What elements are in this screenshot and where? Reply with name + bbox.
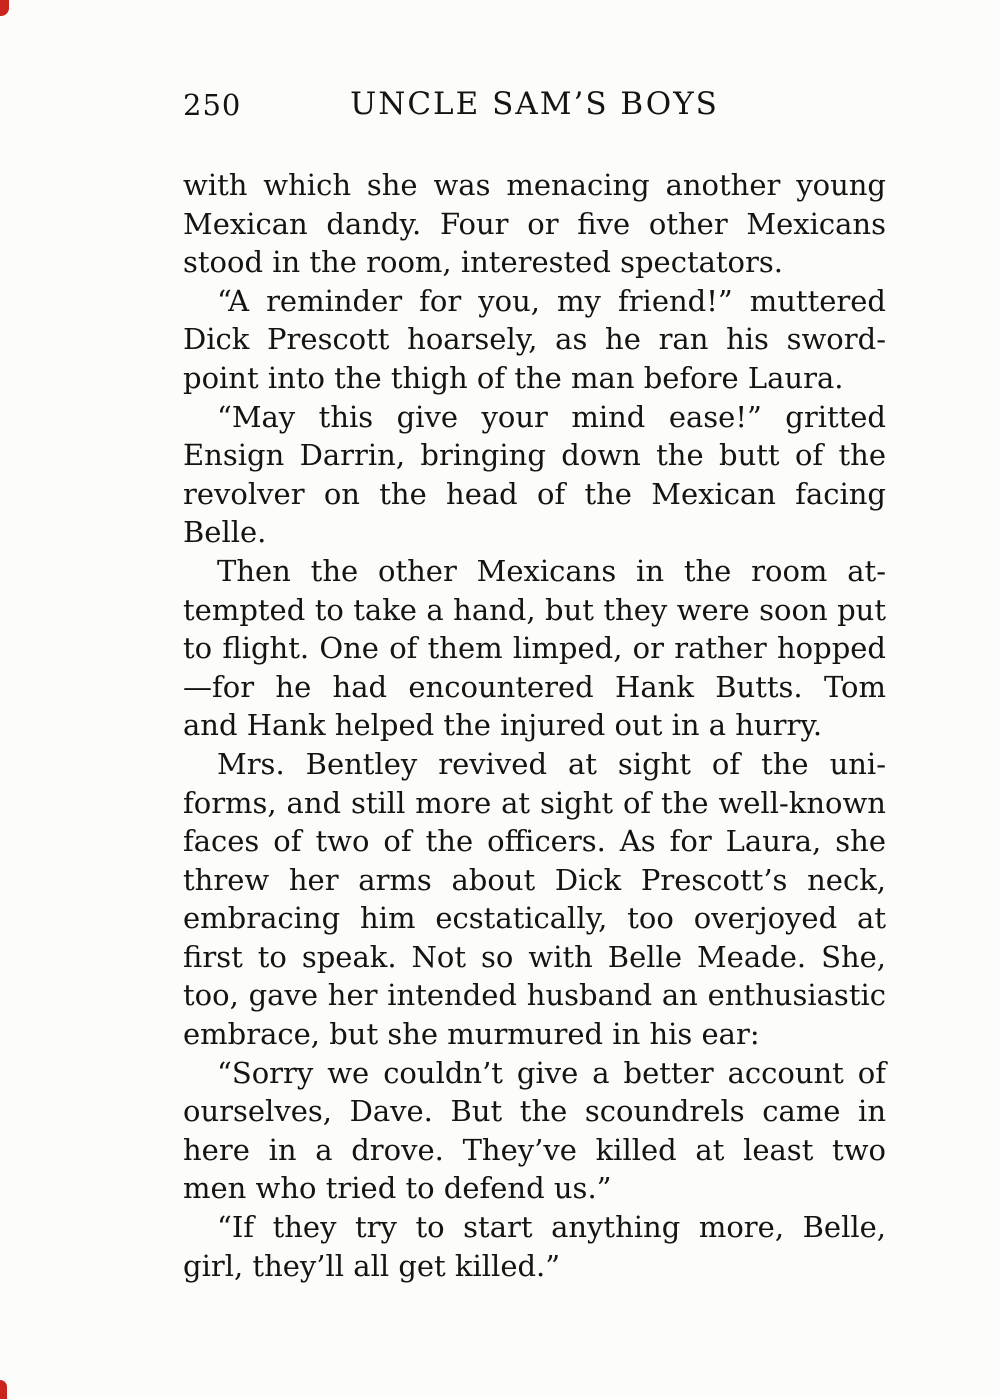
paragraph: [183, 1208, 886, 1285]
paragraph: [183, 166, 886, 282]
scan-edge-artifact-top: [0, 0, 9, 16]
text-line: tempted to take a hand, but they were soon put: [183, 592, 886, 627]
text-line: with which she was menacing another young: [183, 168, 886, 202]
paragraph: [183, 398, 886, 552]
page-number: 250: [183, 88, 242, 122]
text-line: stood in the room, interested spectators.: [183, 245, 783, 280]
text-line: “May this give your mind ease!” gritted: [217, 399, 886, 434]
text-line: “A reminder for you, my friend!” muttered: [217, 283, 886, 318]
text-line: Belle.: [183, 515, 267, 550]
text-line: ourselves, Dave. But the scoundrels came in: [183, 1094, 886, 1129]
running-header: UNCLE SAM’S BOYS: [350, 86, 719, 122]
text-line: embracing him ecstatically, too overjoyed at: [183, 901, 886, 936]
paragraph: [183, 282, 886, 398]
text-line: revolver on the head of the Mexican facing: [183, 476, 886, 511]
text-line: Mexican dandy. Four or five other Mexicans: [183, 206, 886, 241]
text-line: —for he had encountered Hank Butts. Tom: [183, 669, 886, 704]
paragraph: [183, 745, 886, 1054]
text-line: Ensign Darrin, bringing down the butt of the: [183, 438, 886, 473]
text-line: point into the thigh of the man before Laura.: [183, 360, 844, 395]
scan-edge-artifact-bottom: [0, 1380, 7, 1399]
page-header: [183, 86, 886, 126]
text-line: “If they try to start anything more, Belle,: [217, 1210, 886, 1245]
text-line: Mrs. Bentley revived at sight of the uni-: [217, 746, 886, 781]
text-line: girl, they’ll all get killed.”: [183, 1248, 561, 1283]
paragraph: [183, 552, 886, 745]
text-line: here in a drove. They’ve killed at least two: [183, 1132, 886, 1167]
page-body: [183, 166, 886, 1285]
text-line: forms, and still more at sight of the well-known: [183, 785, 886, 820]
text-line: too, gave her intended husband an enthusiastic: [183, 978, 886, 1013]
paragraph: [183, 1054, 886, 1208]
text-line: “Sorry we couldn’t give a better account of: [217, 1055, 886, 1090]
text-line: faces of two of the officers. As for Laura, she: [183, 824, 886, 859]
text-line: Dick Prescott hoarsely, as he ran his sword-: [183, 322, 886, 357]
text-line: men who tried to defend us.”: [183, 1171, 612, 1206]
text-line: first to speak. Not so with Belle Meade. She,: [183, 939, 886, 974]
text-line: embrace, but she murmured in his ear:: [183, 1017, 760, 1052]
text-line: Then the other Mexicans in the room at-: [217, 553, 886, 588]
text-line: to flight. One of them limped, or rather hopped: [183, 631, 886, 666]
text-line: and Hank helped the injured out in a hurry.: [183, 708, 823, 743]
text-line: threw her arms about Dick Prescott’s neck,: [183, 862, 886, 897]
